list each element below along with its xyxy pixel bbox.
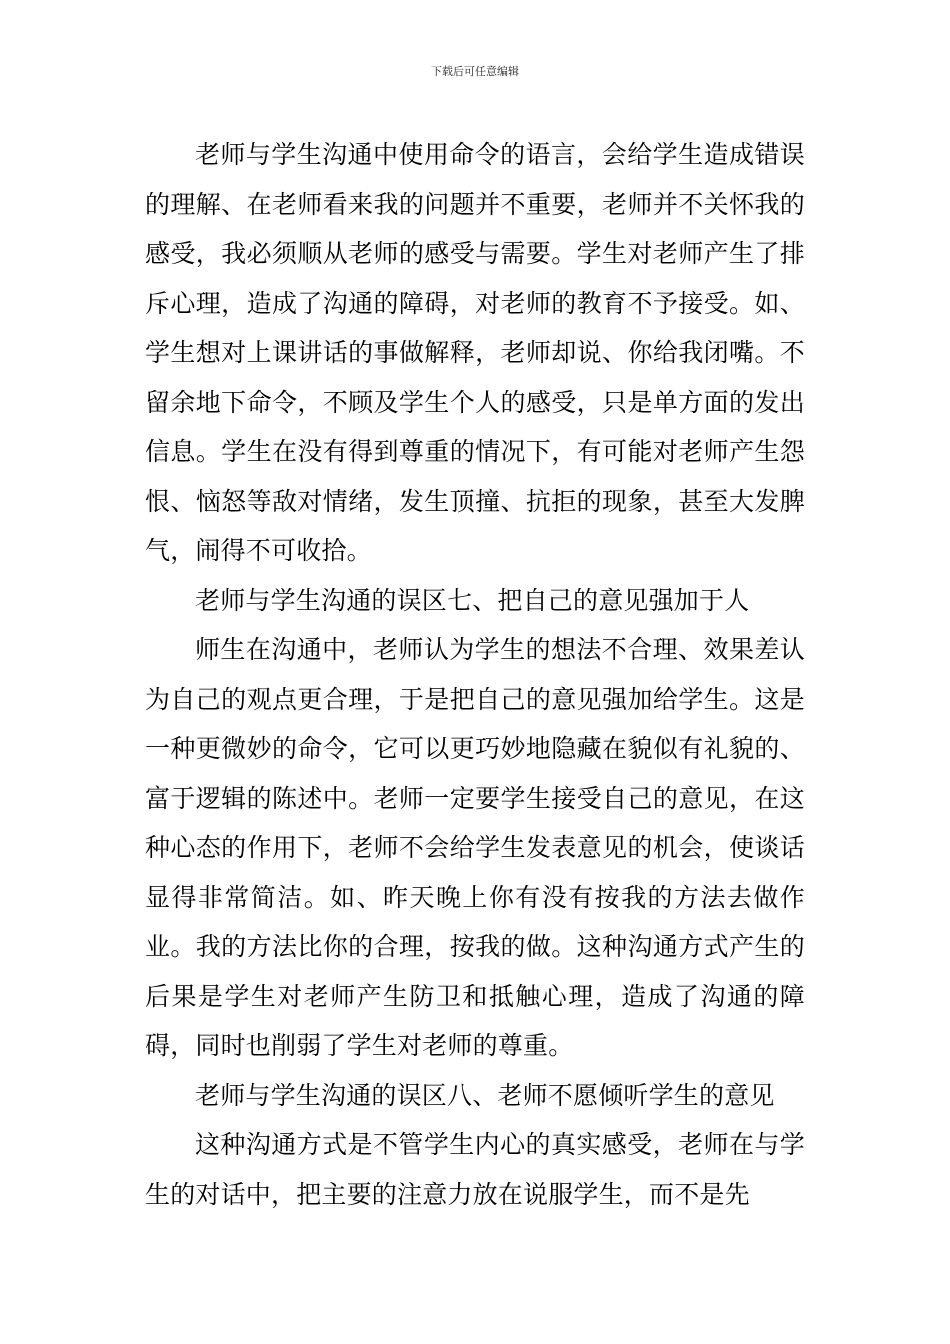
section-heading-misconception-seven: 老师与学生沟通的误区七、把自己的意见强加于人 bbox=[195, 585, 750, 615]
section-heading-misconception-eight: 老师与学生沟通的误区八、老师不愿倾听学生的意见 bbox=[195, 1080, 775, 1110]
paragraph-command-language: 老师与学生沟通中使用命令的语言，会给学生造成错误的理解、在老师看来我的问题并不重要，老师并不关怀我的感受，我必须顺从老师的感受与需要。学生对老师产生了排斥心理，造成了沟通的障碍，对老师的教育不予接受。如、学生想对上课讲话的事做解释，老师却说、你给我闭嘴。不留余地下命令，不顾及学生个人的感受，只是单方面的发出信息。学生在没有得到尊重的情况下，有可能对老师产生怨恨、恼怒等敌对情绪，发生顶撞、抗拒的现象，甚至大发脾气，闹得不可收拾。 bbox=[145, 140, 805, 565]
paragraph-not-listening: 这种沟通方式是不管学生内心的真实感受，老师在与学生的对话中，把主要的注意力放在说服学生，而不是先 bbox=[145, 1130, 805, 1209]
page-header: 下载后可任意编辑 bbox=[431, 65, 519, 78]
document-body bbox=[145, 130, 805, 1219]
paragraph-imposing-opinions: 师生在沟通中，老师认为学生的想法不合理、效果差认为自己的观点更合理，于是把自己的意见强加给学生。这是一种更微妙的命令，它可以更巧妙地隐藏在貌似有礼貌的、富于逻辑的陈述中。老师一定要学生接受自己的意见，在这种心态的作用下，老师不会给学生发表意见的机会，使谈话显得非常简洁。如、昨天晚上你有没有按我的方法去做作业。我的方法比你的合理，按我的做。这种沟通方式产生的后果是学生对老师产生防卫和抵触心理，造成了沟通的障碍，同时也削弱了学生对老师的尊重。 bbox=[145, 635, 805, 1060]
